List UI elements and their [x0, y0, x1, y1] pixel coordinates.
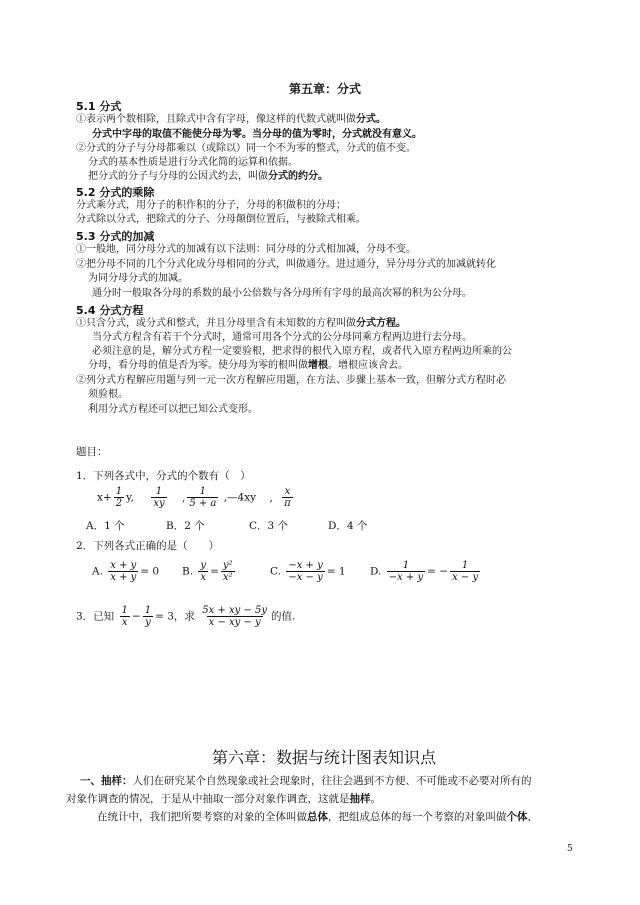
s2-line2: 分式除以分式，把除式的分子、分母颠倒位置后，与被除式相乘。 [76, 214, 366, 225]
q1-stem: 1．下列各式中，分式的个数有（ ） [76, 470, 251, 482]
chapter6-title: 第六章：数据与统计图表知识点 [212, 748, 437, 767]
s3-line2: ②把分母不同的几个分式化成分母相同的分式，叫做通分。进过通分，异分母分式的加减就转化 [76, 259, 496, 270]
s4-line4: 分母，看分母的值是否为零。使分母为零的根叫做增根。增根应该舍去。 [88, 360, 408, 371]
s4-line1: ①只含分式，或分式和整式，并且分母里含有未知数的方程叫做分式方程。 [76, 318, 406, 329]
chapter5-title: 第五章：分式 [289, 82, 362, 96]
section-5-3-heading: 5.3 分式的加减 [76, 230, 155, 243]
ch6-para1-line2: 对象作调查的情况，于是从中抽取一部分对象作调查，这就是抽样。 [66, 793, 381, 805]
s4-line2: 当分式方程含有若干个分式时，通常可用各个分式的公分母同乘方程两边进行去分母。 [92, 332, 472, 343]
ch6-para1-line1: 一、抽样：人们在研究某个自然现象或社会现象时，往往会遇到不方便、不可能或不必要对所有的 [80, 775, 532, 787]
q2-stem: 2．下列各式正确的是（ ） [76, 540, 220, 552]
questions-label: 题目： [76, 446, 108, 458]
q2-option-c: C. $\frac{-x + y}{-x - y}$ = 1 [270, 560, 346, 583]
s4-line3: 必须注意的是，解分式方程一定要验根，把求得的根代入原方程，或者代入原方程两边所乘的公 [92, 346, 512, 357]
s1-line3: ②分式的分子与分母都乘以（或除以）同一个不为零的整式，分式的值不变。 [76, 143, 416, 154]
s3-line4: 通分时一般取各分母的系数的最小公倍数与各分母所有字母的最高次幂的积为公分母。 [92, 288, 472, 299]
section-5-1-heading: 5.1 分式 [76, 100, 122, 113]
s3-line1: ①一般地，同分母分式的加减有以下法则：同分母的分式相加减，分母不变。 [76, 244, 416, 255]
section-5-4-heading: 5.4 分式方程 [76, 304, 144, 317]
q1-expressions: x+ $\frac{1}{2}$ y, $\frac{1}{xy}$ , $\frac{1}{5 + a}$ ,—4xy , $\frac{x}{\pi}$ [97, 486, 291, 509]
q2-option-b: B. $\frac{y}{x}$ = $\frac{\text{y²}}{\text{x²}}$ [182, 560, 233, 583]
s4-line7: 利用分式方程还可以把已知公式变形。 [88, 404, 258, 415]
s1-line5: 把分式的分子与分母的公因式约去，叫做分式的约分。 [88, 171, 328, 182]
s1-line1: ①表示两个数相除，且除式中含有字母，像这样的代数式就叫做分式。 [76, 114, 386, 125]
s1-line4: 分式的基本性质是进行分式化简的运算和依据。 [88, 157, 298, 168]
s4-line5: ②列分式方程解应用题与列一元一次方程解应用题，在方法、步骤上基本一致，但解分式方程时必 [76, 375, 506, 386]
s1-line2: 分式中字母的取值不能使分母为零。当分母的值为零时，分式就没有意义。 [92, 129, 422, 140]
q2-option-a: A. $\frac{x + y}{x + y}$ = 0 [92, 560, 160, 583]
q2-option-d: D. $\frac{1}{-x + y}$ = − $\frac{1}{x - y}$ [370, 560, 479, 583]
s2-line1: 分式乘分式，用分子的积作积的分子，分母的积做积的分母； [76, 200, 346, 211]
section-5-2-heading: 5.2 分式的乘除 [76, 186, 155, 199]
s3-line3: 为同分母分式的加减。 [88, 273, 188, 284]
q1-option-c: C．3 个 [249, 520, 289, 532]
q3: 3．已知 $\frac{1}{x}$ − $\frac{1}{y}$ = 3，求 $\frac{5x + xy - 5y}{x - xy - y}$ 的值. [76, 605, 296, 628]
page-number: 5 [567, 844, 573, 854]
s4-line6: 须验根。 [88, 389, 128, 400]
q1-option-d: D．4 个 [328, 520, 368, 532]
q1-option-b: B．2 个 [166, 520, 205, 532]
q1-option-a: A．1 个 [86, 520, 125, 532]
ch6-para2: 在统计中，我们把所要考察的对象的全体叫做总体，把组成总体的每一个考察的对象叫做个体， [97, 811, 538, 823]
